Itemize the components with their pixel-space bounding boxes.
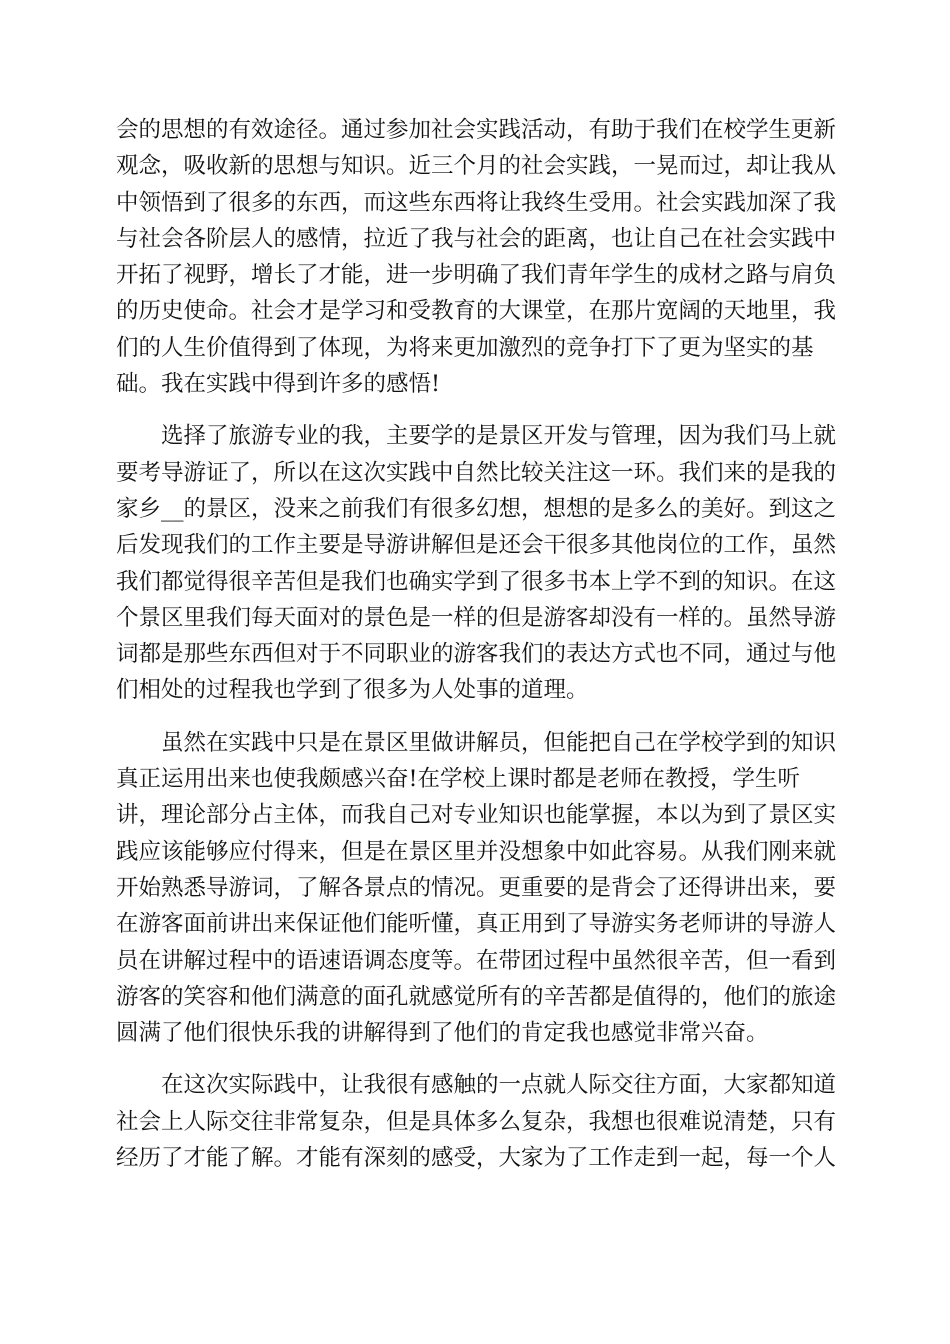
text-line: 础。我在实践中得到许多的感悟! bbox=[116, 371, 441, 398]
text-line: 与社会各阶层人的感情，拉近了我与社会的距离，也让自己在社会实践中 bbox=[116, 225, 837, 252]
text-line: 在游客面前讲出来保证他们能听懂，真正用到了导游实务老师讲的导游人 bbox=[116, 911, 837, 938]
paragraph-3 bbox=[116, 725, 844, 1052]
text-line: 我们都觉得很辛苦但是我们也确实学到了很多书本上学不到的知识。在这 bbox=[116, 568, 837, 595]
text-line: 要考导游证了，所以在这次实践中自然比较关注这一环。我们来的是我的 bbox=[116, 459, 837, 486]
paragraph-4 bbox=[116, 1067, 844, 1176]
text-line: 游客的笑容和他们满意的面孔就感觉所有的辛苦都是值得的，他们的旅途 bbox=[116, 983, 837, 1010]
text-line: 家乡__的景区，没来之前我们有很多幻想，想想的是多么的美好。到这之 bbox=[116, 495, 837, 522]
text-line: 中领悟到了很多的东西，而这些东西将让我终生受用。社会实践加深了我 bbox=[116, 189, 837, 216]
paragraph-1 bbox=[116, 112, 844, 402]
text-line: 在这次实际践中，让我很有感触的一点就人际交往方面，大家都知道 bbox=[116, 1072, 837, 1099]
body-text bbox=[116, 112, 844, 1176]
text-line: 虽然在实践中只是在景区里做讲解员，但能把自己在学校学到的知识 bbox=[116, 729, 837, 756]
text-line: 践应该能够应付得来，但是在景区里并没想象中如此容易。从我们刚来就 bbox=[116, 838, 837, 865]
text-line: 个景区里我们每天面对的景色是一样的但是游客却没有一样的。虽然导游 bbox=[116, 604, 837, 631]
text-line: 圆满了他们很快乐我的讲解得到了他们的肯定我也感觉非常兴奋。 bbox=[116, 1020, 769, 1047]
text-line: 选择了旅游专业的我，主要学的是景区开发与管理，因为我们马上就 bbox=[116, 423, 837, 450]
text-line: 开始熟悉导游词，了解各景点的情况。更重要的是背会了还得讲出来，要 bbox=[116, 874, 837, 901]
text-line: 的历史使命。社会才是学习和受教育的大课堂，在那片宽阔的天地里，我 bbox=[116, 298, 837, 325]
text-line: 后发现我们的工作主要是导游讲解但是还会干很多其他岗位的工作，虽然 bbox=[116, 532, 837, 559]
text-line: 观念，吸收新的思想与知识。近三个月的社会实践，一晃而过，却让我从 bbox=[116, 153, 837, 180]
text-line: 真正运用出来也使我颇感兴奋!在学校上课时都是老师在教授，学生听 bbox=[116, 766, 801, 793]
text-line: 们相处的过程我也学到了很多为人处事的道理。 bbox=[116, 677, 589, 704]
text-line: 社会上人际交往非常复杂，但是具体多么复杂，我想也很难说清楚，只有 bbox=[116, 1108, 837, 1135]
text-line: 讲，理论部分占主体，而我自己对专业知识也能掌握，本以为到了景区实 bbox=[116, 802, 837, 829]
text-line: 经历了才能了解。才能有深刻的感受，大家为了工作走到一起，每一个人 bbox=[116, 1145, 837, 1172]
text-line: 会的思想的有效途径。通过参加社会实践活动，有助于我们在校学生更新 bbox=[116, 117, 837, 143]
text-line: 们的人生价值得到了体现，为将来更加激烈的竞争打下了更为坚实的基 bbox=[116, 334, 814, 361]
text-line: 员在讲解过程中的语速语调态度等。在带团过程中虽然很辛苦，但一看到 bbox=[116, 947, 837, 974]
text-line: 开拓了视野，增长了才能，进一步明确了我们青年学生的成材之路与肩负 bbox=[116, 262, 837, 289]
text-line: 词都是那些东西但对于不同职业的游客我们的表达方式也不同，通过与他 bbox=[116, 641, 837, 668]
paragraph-2 bbox=[116, 418, 844, 708]
